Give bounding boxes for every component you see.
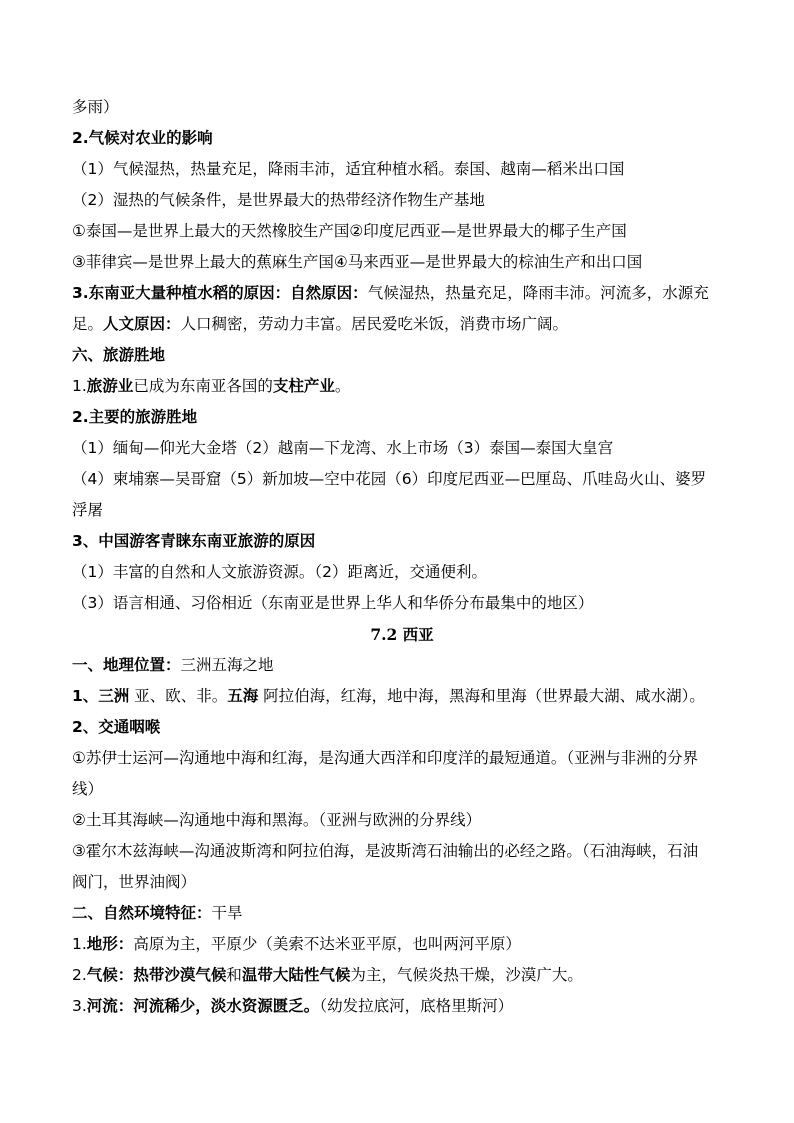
- bold-text: 二、自然环境特征：: [72, 904, 212, 922]
- bold-text: 支柱产业: [272, 377, 335, 395]
- body-text: （3）语言相通、习俗相近（东南亚是世界上华人和华侨分布最集中的地区）: [72, 594, 594, 612]
- text-line: [72, 154, 732, 185]
- body-text: 1.: [72, 935, 87, 953]
- text-line: [72, 805, 732, 836]
- text-line: [72, 402, 732, 433]
- text-line: [72, 495, 732, 526]
- bold-text: 人文原因：: [103, 315, 181, 333]
- body-text: 多雨）: [72, 98, 119, 116]
- text-line: [72, 340, 732, 371]
- body-text: （1）气候湿热，热量充足，降雨丰沛，适宜种植水稻。泰国、越南—稻米出口国: [72, 160, 625, 178]
- body-text: （2）湿热的气候条件，是世界最大的热带经济作物生产基地: [72, 191, 485, 209]
- bold-text: 旅游业: [86, 377, 134, 395]
- text-line: [72, 867, 732, 898]
- text-line: [72, 588, 732, 619]
- body-text: 3.: [72, 997, 87, 1015]
- body-text: （幼发拉底河，底格里斯河）: [319, 997, 514, 1015]
- body-text: 人口稠密，劳动力丰富。居民爱吃米饭，消费市场广阔。: [180, 315, 569, 333]
- body-text: 足。: [72, 315, 104, 333]
- text-line: [72, 650, 732, 681]
- text-line: [72, 92, 732, 123]
- body-text: 阀门，世界油阀）: [72, 873, 197, 891]
- bold-text: 7.2 西亚: [370, 625, 434, 644]
- bold-text: 2.主要的旅游胜地: [72, 408, 198, 426]
- bold-text: 六、旅游胜地: [72, 346, 166, 364]
- body-text: 。: [334, 377, 351, 395]
- bold-text: 一、地理位置：: [72, 656, 181, 674]
- text-line: [72, 526, 732, 557]
- bold-text: 2.气候对农业的影响: [72, 129, 213, 147]
- body-text: ③菲律宾—是世界上最大的蕉麻生产国④马来西亚—是世界最大的棕油生产和出口国: [72, 253, 643, 271]
- text-line: [72, 557, 732, 588]
- text-line: [72, 464, 732, 495]
- bold-text: 3.东南亚大量种植水稻的原因：自然原因：: [72, 284, 368, 302]
- body-text: 三洲五海之地: [180, 656, 274, 674]
- body-text: 亚、欧、非。: [129, 687, 228, 705]
- text-line: [72, 712, 732, 743]
- bold-text: 河流：河流稀少，淡水资源匮乏。: [86, 997, 320, 1015]
- bold-text: 地形：: [86, 935, 134, 953]
- text-line: [72, 216, 732, 247]
- body-text: 线）: [72, 780, 104, 798]
- text-line: [72, 247, 732, 278]
- text-line: [72, 960, 732, 991]
- text-line: [72, 743, 732, 774]
- body-text: 已成为东南亚各国的: [133, 377, 273, 395]
- bold-text: 3、中国游客青睐东南亚旅游的原因: [72, 532, 316, 550]
- body-text: 干旱: [211, 904, 243, 922]
- body-text: 气候湿热，热量充足，降雨丰沛。河流多，水源充: [367, 284, 709, 302]
- body-text: 高原为主，平原少（美索不达米亚平原，也叫两河平原）: [133, 935, 521, 953]
- bold-text: 热带沙漠气候: [133, 966, 227, 984]
- bold-text: 五海: [227, 687, 259, 705]
- text-line: [72, 898, 732, 929]
- body-text: ②土耳其海峡—沟通地中海和黑海。（亚洲与欧洲的分界线）: [72, 811, 482, 829]
- text-line: [72, 774, 732, 805]
- body-text: 为主，气候炎热干燥，沙漠广大。: [350, 966, 583, 984]
- text-line: [72, 309, 732, 340]
- body-text: 浮屠: [72, 501, 104, 519]
- body-text: 阿拉伯海，红海，地中海，黑海和里海（世界最大湖、咸水湖）。: [258, 687, 705, 705]
- body-text: 1.: [72, 377, 87, 395]
- body-text: ③霍尔木兹海峡—沟通波斯湾和阿拉伯海，是波斯湾石油输出的必经之路。（石油海峡，石油: [72, 842, 699, 860]
- text-line: [72, 433, 732, 464]
- bold-text: 气候：: [86, 966, 134, 984]
- body-text: 和: [226, 966, 242, 984]
- body-text: ①泰国—是世界上最大的天然橡胶生产国②印度尼西亚—是世界最大的椰子生产国: [72, 222, 627, 240]
- body-text: 2.: [72, 966, 87, 984]
- text-line: [72, 681, 732, 712]
- bold-text: 温带大陆性气候: [241, 966, 351, 984]
- body-text: （1）丰富的自然和人文旅游资源。（2）距离近，交通便利。: [72, 563, 487, 581]
- text-line: [72, 929, 732, 960]
- body-text: （4）柬埔寨—吴哥窟（5）新加坡—空中花园（6）印度尼西亚—巴厘岛、爪哇岛火山、婆罗: [72, 470, 707, 488]
- bold-text: 1、三洲: [72, 687, 130, 705]
- body-text: ①苏伊士运河—沟通地中海和红海，是沟通大西洋和印度洋的最短通道。（亚洲与非洲的分界: [72, 749, 699, 767]
- text-line: [72, 836, 732, 867]
- body-text: （1）缅甸—仰光大金塔（2）越南—下龙湾、水上市场（3）泰国—泰国大皇宫: [72, 439, 614, 457]
- text-line: [72, 991, 732, 1022]
- text-line: [72, 278, 732, 309]
- text-line: [72, 371, 732, 402]
- document-page: [72, 92, 732, 1022]
- text-line: [72, 123, 732, 154]
- section-heading: [72, 619, 732, 650]
- bold-text: 2、交通咽喉: [72, 718, 161, 736]
- text-line: [72, 185, 732, 216]
